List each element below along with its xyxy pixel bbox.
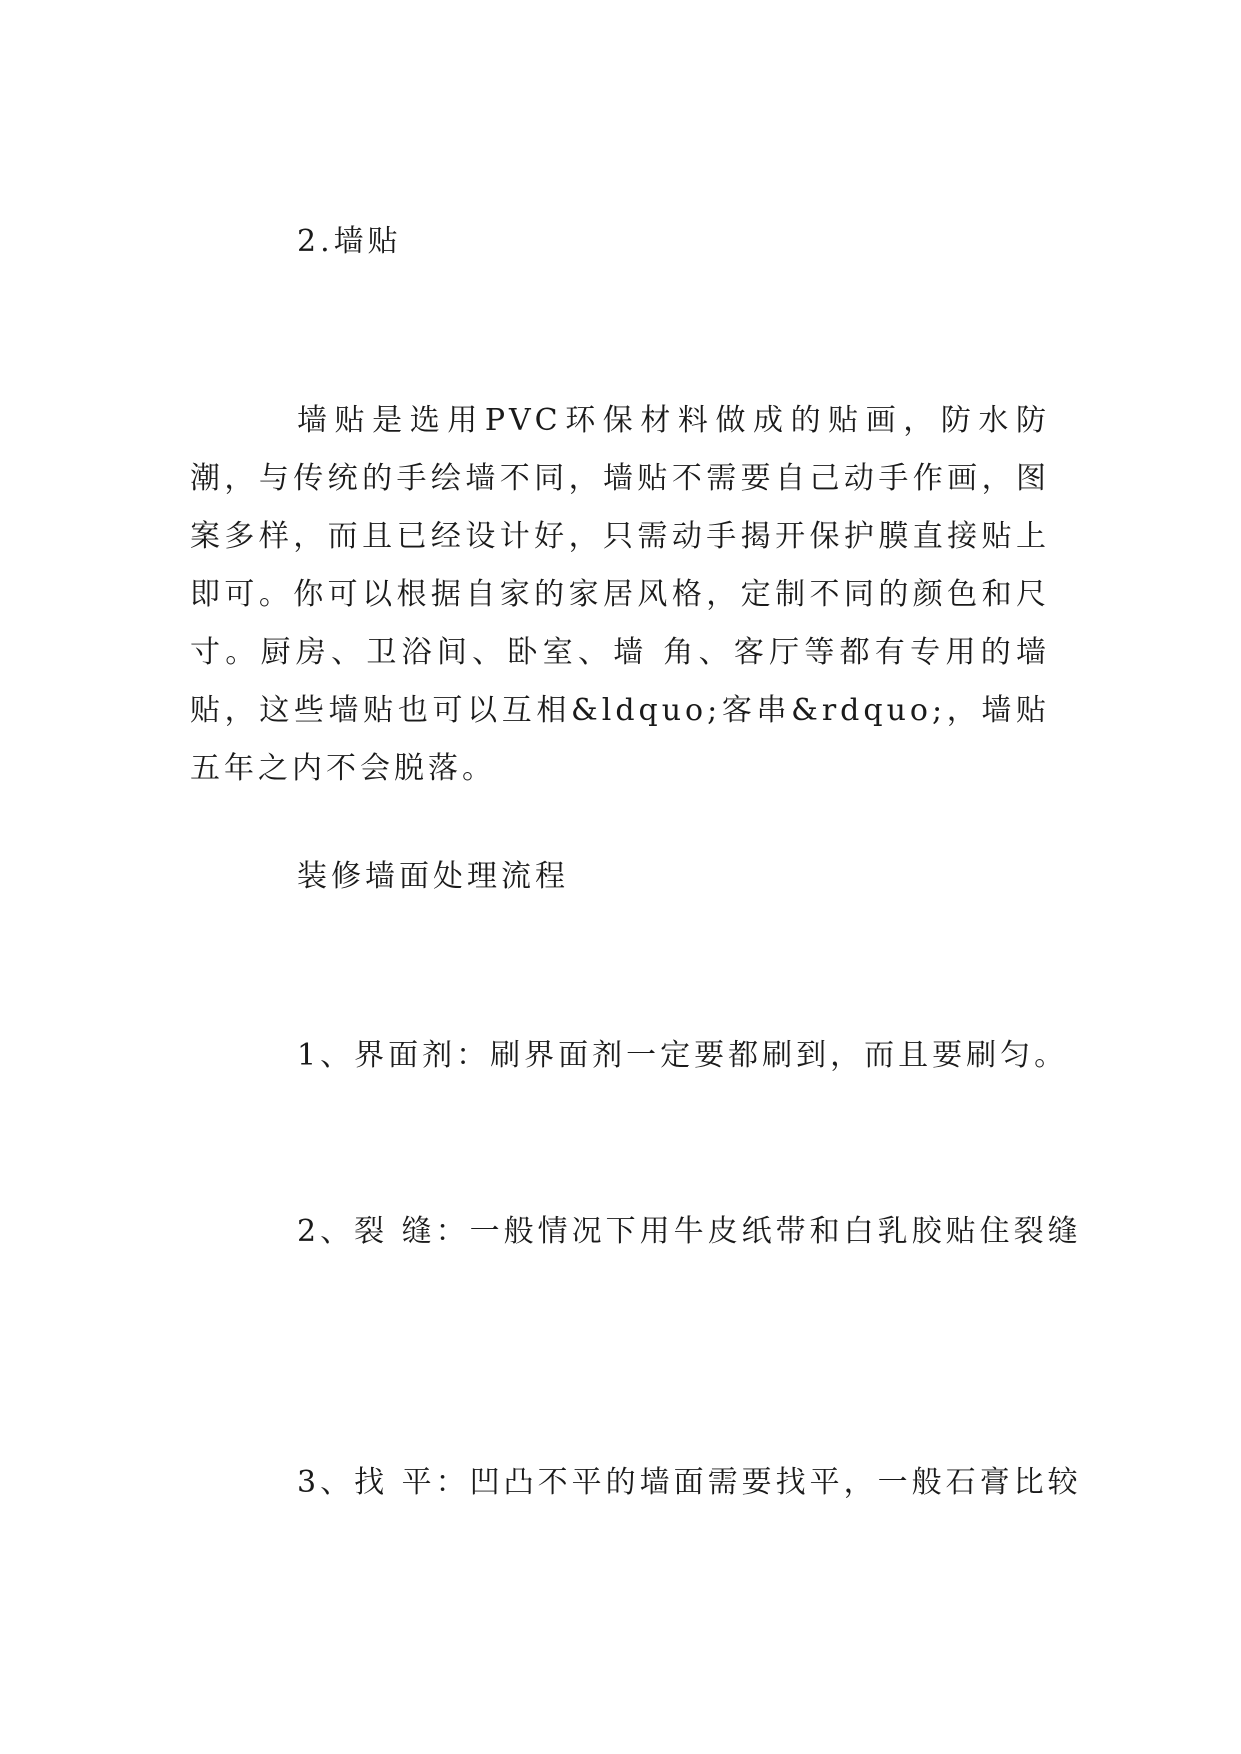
process-heading: 装修墙面处理流程 (297, 859, 569, 894)
process-step: 2、裂 缝：一般情况下用牛皮纸带和白乳胶贴住裂缝 (297, 1214, 1082, 1249)
process-step: 3、找 平：凹凸不平的墙面需要找平，一般石膏比较 (297, 1465, 1082, 1500)
section-heading: 2.墙贴 (297, 224, 402, 259)
body-paragraph: 墙贴是选用PVC环保材料做成的贴画，防水防潮，与传统的手绘墙不同，墙贴不需要自己动手作画，图案多样，而且已经设计好，只需动手揭开保护膜直接贴上即可。你可以根据自家的家居风格，定制不同的颜色和尺寸。厨房、卫浴间、卧室、墙 角、客厅等都有专用的墙贴，这些墙贴也可以互相&ldquo;客串&rdquo;，墙贴五年之内不会脱落。 (190, 403, 1050, 786)
process-step: 1、界面剂：刷界面剂一定要都刷到，而且要刷匀。 (297, 1038, 1069, 1073)
